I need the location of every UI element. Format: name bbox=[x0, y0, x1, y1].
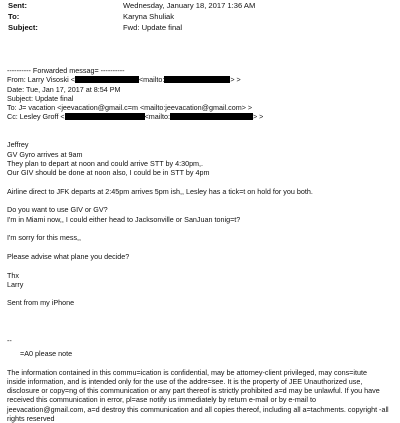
forwarded-subject-line: Subject: Update final bbox=[7, 93, 74, 103]
cc-prefix: Cc: Lesley Groff < bbox=[7, 112, 65, 122]
disclaimer-line: inside information, and is intended only for the use of the addre=see. It is the property of JEE Unauthorized use, bbox=[7, 376, 363, 386]
disclaimer-line: disclosure or copy=ng of this communication or any part thereof is strictly prohibited a=d may be unlawful. If you have bbox=[7, 386, 380, 396]
email-header bbox=[8, 0, 398, 33]
from-mid: <mailto: bbox=[138, 75, 165, 85]
redaction-bar bbox=[170, 113, 253, 120]
cc-mid: <mailto: bbox=[144, 112, 170, 122]
message-line: I'm sorry for this mess,, bbox=[7, 233, 82, 243]
redaction-bar bbox=[65, 113, 145, 120]
message-line: Our GIV should be done at noon also, I could be in STT by 4pm bbox=[7, 168, 210, 178]
from-prefix: From: Larry Visoski < bbox=[7, 75, 75, 85]
forwarded-cc-line bbox=[7, 112, 395, 121]
redaction-bar bbox=[75, 76, 139, 83]
please-note-line: =A0 please note bbox=[20, 348, 73, 358]
message-line: I'm in Miami now,, I could either head to Jacksonville or SanJuan tonig=t? bbox=[7, 214, 241, 224]
email-body bbox=[7, 66, 395, 423]
sent-row bbox=[8, 0, 398, 11]
cc-suffix: > > bbox=[252, 112, 264, 122]
to-label: To: bbox=[8, 11, 20, 21]
forwarded-to-line: To: J= vacation <jeevacation@gmail.c=m <mailto:jeevacation@gmail.com> > bbox=[7, 103, 253, 113]
forwarded-marker: ---------- Forwarded messag= ---------- bbox=[7, 66, 125, 75]
sent-from-line: Sent from my iPhone bbox=[7, 298, 75, 308]
to-value: Karyna Shuliak bbox=[123, 11, 175, 21]
greeting: Jeffrey bbox=[7, 140, 29, 150]
forwarded-from-line bbox=[7, 75, 395, 84]
message-line: They plan to depart at noon and could arrive STT by 4:30pm,. bbox=[7, 158, 204, 168]
disclaimer-line: jeevacation@gmail.com, a=d destroy this communication and all copies thereof, including all a=tachments. copyright -all bbox=[7, 404, 389, 414]
disclaimer-line: rights reserved bbox=[7, 413, 55, 423]
subject-row bbox=[8, 22, 398, 33]
to-row bbox=[8, 11, 398, 22]
signoff-line: Thx bbox=[7, 270, 19, 280]
message-line: Do you want to use GIV or GV? bbox=[7, 205, 108, 215]
from-suffix: > > bbox=[230, 75, 241, 85]
message-line: GV Gyro arrives at 9am bbox=[7, 149, 83, 159]
redaction-bar bbox=[164, 76, 230, 83]
disclaimer-line: The information contained in this commu=ication is confidential, may be attorney-client privileged, may cons=itute bbox=[7, 367, 367, 377]
message-line: Airline direct to JFK departs at 2:45pm arrives 5pm ish,, Lesley has a tick=t on hold for you both. bbox=[7, 186, 313, 196]
subject-label: Subject: bbox=[8, 22, 38, 32]
forwarded-date-line: Date: Tue, Jan 17, 2017 at 8:54 PM bbox=[7, 84, 121, 94]
disclaimer-line: received this communication in error, pl=ase notify us immediately by return e-mail or by e-mail to bbox=[7, 395, 316, 405]
signature-dashes: -- bbox=[7, 335, 12, 345]
subject-value: Fwd: Update final bbox=[123, 22, 183, 32]
sent-label: Sent: bbox=[8, 0, 27, 10]
signoff-line: Larry bbox=[7, 279, 24, 289]
sent-value: Wednesday, January 18, 2017 1:36 AM bbox=[123, 0, 256, 10]
message-line: Please advise what plane you decide? bbox=[7, 251, 130, 261]
